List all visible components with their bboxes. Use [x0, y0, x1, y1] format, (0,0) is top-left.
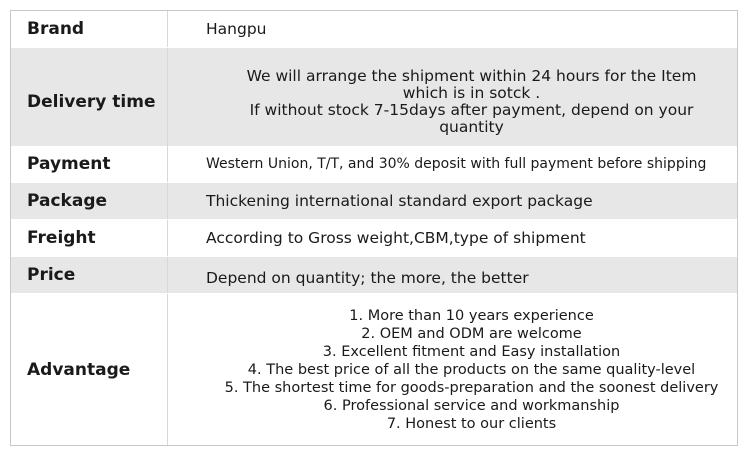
row-payment — [11, 146, 737, 182]
row-package — [11, 183, 737, 219]
freight-label: Freight — [11, 220, 168, 256]
advantage-item: 2. OEM and ODM are welcome — [361, 325, 582, 342]
price-label: Price — [11, 257, 168, 293]
package-label: Package — [11, 183, 168, 219]
advantage-list — [168, 294, 737, 445]
delivery-time-value — [168, 48, 737, 155]
row-brand — [11, 11, 737, 47]
freight-value: According to Gross weight,CBM,type of shipment — [206, 228, 586, 247]
advantage-label: Advantage — [11, 294, 168, 445]
row-advantage — [11, 294, 737, 445]
advantage-item: 3. Excellent fitment and Easy installation — [322, 343, 621, 360]
row-delivery-time — [11, 48, 737, 155]
payment-label: Payment — [11, 146, 168, 182]
brand-label: Brand — [11, 11, 168, 47]
delivery-line-4: quantity — [439, 117, 504, 136]
delivery-line-3: If without stock 7-15days after payment, depend on your — [249, 100, 694, 119]
delivery-line-1: We will arrange the shipment within 24 hours for the Item — [246, 66, 697, 85]
advantage-item: 5. The shortest time for goods-preparation and the soonest delivery — [224, 379, 719, 396]
package-value: Thickening international standard export package — [206, 191, 593, 210]
advantage-item: 4. The best price of all the products on the same quality-level — [247, 361, 696, 378]
brand-value: Hangpu — [206, 19, 267, 38]
payment-value: Western Union, T/T, and 30% deposit with full payment before shipping — [206, 155, 707, 172]
advantage-item: 7. Honest to our clients — [386, 415, 557, 432]
product-spec-table — [10, 10, 738, 446]
advantage-item: 6. Professional service and workmanship — [323, 397, 620, 414]
row-price — [11, 257, 737, 293]
delivery-line-2: which is in sotck . — [402, 83, 541, 102]
delivery-time-label: Delivery time — [11, 48, 168, 155]
price-value: Depend on quantity; the more, the better — [206, 268, 529, 287]
advantage-item: 1. More than 10 years experience — [349, 307, 594, 324]
row-freight — [11, 220, 737, 256]
